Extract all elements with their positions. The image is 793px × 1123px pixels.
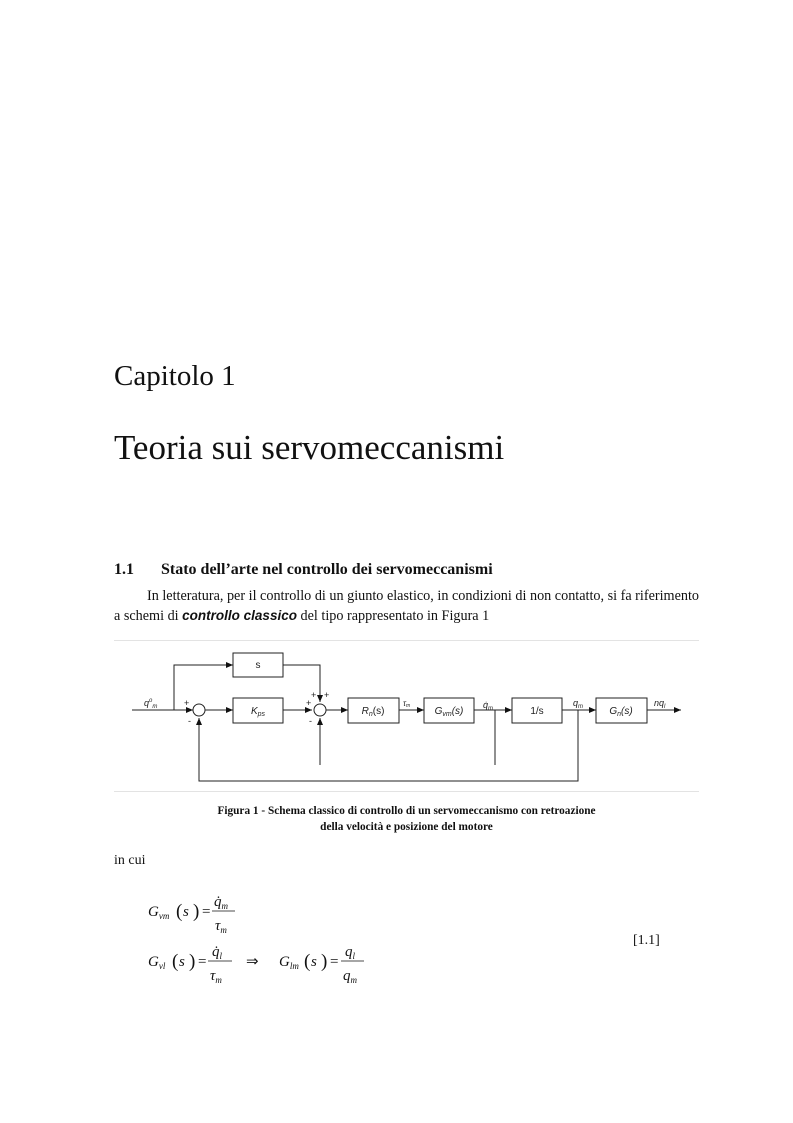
figure-caption	[114, 804, 699, 835]
rn-label: $R_n(s)$	[361, 706, 385, 718]
svg-text:qm: $q_m$	[343, 968, 357, 985]
block-diagram	[114, 640, 699, 792]
svg-text:(: (	[176, 901, 183, 922]
sum-junction-2	[314, 704, 326, 716]
svg-text:Gvm: $G_{vm}$	[148, 904, 170, 921]
gvm-label: $G_{vm}(s)$	[434, 706, 464, 718]
svg-text:ql: $q_l$	[345, 944, 356, 961]
svg-text:τm: $\tau_m$	[215, 918, 227, 935]
paragraph-text-1: In letteratura, per il controllo di un giunto elastico, in condizioni di non contatto, si fa riferimento a schemi di	[114, 588, 699, 624]
svg-text:): )	[321, 951, 328, 972]
equation-block	[140, 886, 380, 991]
equation-1	[148, 894, 235, 935]
in-cui-text: in cui	[114, 853, 146, 868]
input-signal-label: $q^o_m$	[144, 698, 158, 710]
svg-text:Gvl: $G_{vl}$	[148, 954, 166, 971]
equation-2	[148, 944, 364, 985]
sum-junction-1	[193, 704, 205, 716]
svg-text:=: =	[202, 904, 211, 920]
svg-text:=: =	[330, 954, 339, 970]
svg-text:τm: $\tau_m$	[210, 968, 222, 985]
svg-text:=: =	[198, 954, 207, 970]
section-number: 1.1	[114, 561, 134, 578]
caption-line-2: della velocità e posizione del motore	[320, 820, 493, 833]
sum1-minus-sign: -	[188, 716, 191, 726]
integrator-label: 1/s	[530, 706, 544, 717]
intro-paragraph	[114, 587, 699, 626]
sum2-minus-sign: -	[309, 716, 312, 726]
svg-text:q̇m: $q̇_m$	[214, 894, 228, 911]
chapter-label: Capitolo 1	[114, 360, 236, 392]
svg-text:Glm: $G_{lm}$	[279, 954, 299, 971]
svg-text:): )	[193, 901, 200, 922]
svg-text:q̇l: $q̇_l$	[212, 944, 223, 961]
torque-signal-label: τm	[403, 699, 411, 709]
kps-label: $K_{ps}$	[250, 706, 266, 718]
svg-text:(: (	[304, 951, 311, 972]
svg-text:s: s	[179, 954, 185, 970]
svg-text:): )	[189, 951, 196, 972]
sum2-plus-left: +	[306, 698, 312, 708]
output-signal-label: $nq_l$	[654, 698, 666, 710]
section-heading	[114, 561, 493, 579]
sum2-plus-top-left: +	[311, 690, 317, 700]
sum1-plus-sign: +	[184, 698, 190, 708]
gn-label: $G_n(s)$	[609, 706, 633, 718]
caption-line-1: Figura 1 - Schema classico di controllo di un servomeccanismo con retroazione	[217, 805, 596, 817]
equation-number: [1.1]	[633, 933, 660, 948]
paragraph-text-2: del tipo rappresentato in Figura 1	[296, 608, 490, 624]
svg-text:s: s	[311, 954, 317, 970]
velocity-signal-label: $q̇_m$	[483, 700, 494, 712]
paragraph-emphasis: controllo classico	[182, 608, 297, 623]
chapter-title: Teoria sui servomeccanismi	[114, 428, 505, 467]
position-signal-label: $q_m$	[573, 698, 584, 710]
derivative-label: s	[255, 660, 261, 671]
svg-text:(: (	[172, 951, 179, 972]
implies-symbol: ⇒	[246, 954, 259, 970]
svg-text:s: s	[183, 904, 189, 920]
section-title: Stato dell’arte nel controllo dei servomeccanismi	[161, 561, 493, 578]
sum2-plus-top-right: +	[324, 690, 330, 700]
